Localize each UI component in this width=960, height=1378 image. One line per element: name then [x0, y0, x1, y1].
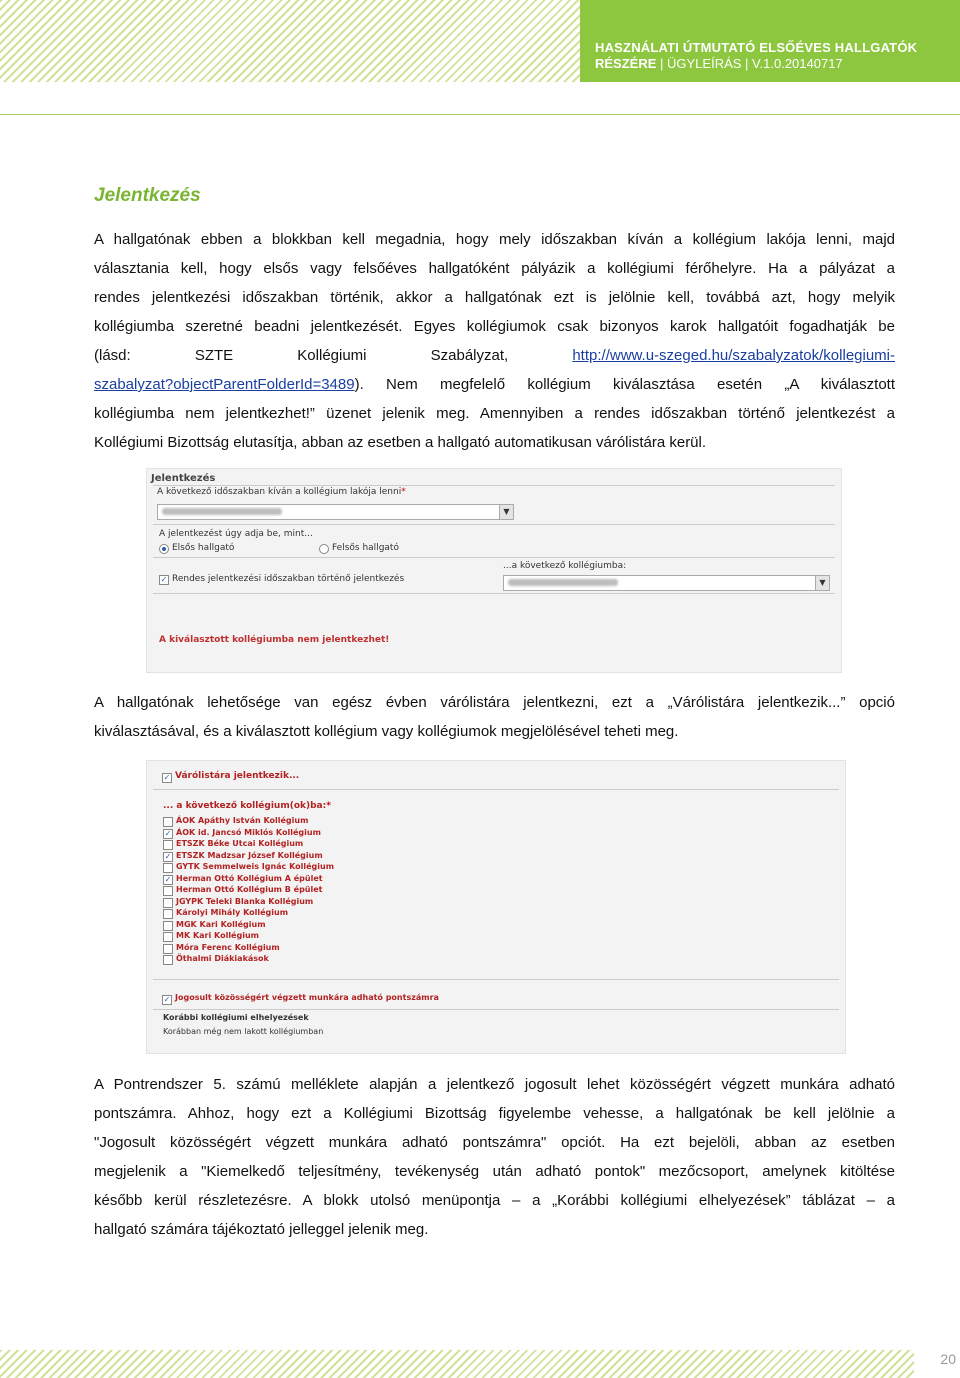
header-sep-2: | — [741, 56, 753, 71]
paragraph-points — [94, 1070, 895, 1244]
header-version: V.1.0.20140717 — [752, 56, 843, 71]
dorms-label — [163, 801, 331, 811]
divider — [153, 557, 835, 558]
divider — [153, 485, 835, 486]
dorm-checkbox[interactable] — [163, 886, 173, 896]
dorm-checkbox[interactable] — [163, 932, 173, 942]
dorm-checkbox[interactable] — [163, 944, 173, 954]
dorm-name: MGK Kari Kollégium — [176, 919, 266, 929]
text-line: kiválasztásával, és a kiválasztott kollégium vagy kollégiumok megjelölésével teheti meg. — [94, 723, 679, 740]
text-span: (lásd: SZTE Kollégiumi Szabályzat, — [94, 347, 509, 364]
radio-upper-year[interactable] — [319, 544, 329, 554]
text-line — [94, 370, 895, 399]
text-line: rendes jelentkezési időszakban történik, akkor a hallgatónak ezt is jelölnie kell, továbbá azt, hogy melyik — [94, 289, 895, 306]
divider — [153, 789, 839, 790]
dorm-name: Herman Ottó Kollégium B épület — [176, 885, 323, 894]
dorm-checkbox[interactable] — [163, 955, 173, 965]
page-number: 20 — [914, 1348, 960, 1378]
text-line: A hallgatónak ebben a blokkban kell megadnia, hogy mely időszakban kíván a kollégium lakója lenni, majd — [94, 231, 895, 248]
dorm-checkbox[interactable] — [163, 921, 173, 931]
previous-placements-title: Korábbi kollégiumi elhelyezések — [163, 1013, 309, 1022]
radio-upper-year-label: Felsős hallgató — [332, 543, 399, 553]
dorm-name: ÁOK Apáthy István Kollégium — [176, 816, 309, 825]
text-line: kollégiumba nem jelentkezhet!” üzenet jelenik meg. Amennyiben a rendes időszakban történő jelentkezést a — [94, 405, 895, 422]
registration-form-screenshot — [146, 468, 842, 673]
points-label: Jogosult közösségért végzett munkára adható pontszámra — [175, 993, 439, 1002]
regulation-link[interactable]: http://www.u-szeged.hu/szabalyzatok/kollegiumi- — [572, 347, 895, 364]
text-line: hallgató számára tájékoztató jelleggel jelenik meg. — [94, 1221, 429, 1238]
header-subtitle — [595, 56, 843, 71]
dorm-checkbox[interactable] — [163, 863, 173, 873]
header-sep-1: | — [656, 56, 668, 71]
required-mark: * — [326, 801, 331, 811]
divider — [153, 524, 835, 525]
dorm-name: GYTK Semmelweis Ignác Kollégium — [176, 862, 335, 871]
dorm-checkbox[interactable] — [163, 840, 173, 850]
radio-first-year-label: Elsős hallgató — [172, 543, 235, 553]
dorm-name: ÁOK id. Jancsó Miklós Kollégium — [176, 827, 321, 837]
label-text: A következő időszakban kíván a kollégium lakója lenni — [157, 487, 402, 497]
period-select[interactable] — [157, 504, 514, 520]
required-mark: * — [401, 487, 406, 497]
blurred-value — [162, 508, 282, 515]
dorm-name: Öthalmi Diákiakások — [176, 954, 269, 963]
divider — [153, 593, 835, 594]
text-line — [94, 341, 895, 370]
radio-first-year[interactable] — [159, 544, 169, 554]
label-text: ... a következő kollégium(ok)ba: — [163, 801, 327, 811]
waitlist-label: Várólistára jelentkezik... — [175, 771, 300, 781]
dorm-name: JGYPK Teleki Blanka Kollégium — [176, 896, 314, 906]
text-line: megjelenik a "Kiemelkedő teljesítmény, tevékenység után adható pontok" mezőcsoport, amelynek kitöltése — [94, 1163, 895, 1180]
chevron-down-icon[interactable]: ▼ — [499, 505, 513, 519]
text-line: A hallgatónak lehetősége van egész évben várólistára jelentkezni, ezt a „Várólistára jelentkezik...” opció — [94, 694, 895, 711]
blurred-value — [508, 579, 618, 586]
error-message: A kiválasztott kollégiumba nem jelentkezhet! — [159, 635, 390, 645]
period-label — [157, 487, 406, 497]
divider — [153, 979, 839, 980]
header-doc-type: ÜGYLEÍRÁS — [667, 56, 742, 71]
submit-as-label: A jelentkezést úgy adja be, mint... — [159, 529, 313, 539]
text-span: ). Nem megfelelő kollégium kiválasztása esetén „A kiválasztott — [354, 376, 895, 393]
dorm-checkbox[interactable] — [163, 817, 173, 827]
dorm-name: Herman Ottó Kollégium A épület — [176, 873, 323, 883]
dorm-name: Károlyi Mihály Kollégium — [176, 908, 289, 917]
text-line: később kerül részletezésre. A blokk utolsó menüpontja – a „Korábbi kollégiumi elhelyezések” táblázat – a — [94, 1192, 895, 1209]
form-heading: Jelentkezés — [151, 473, 216, 484]
header-divider — [0, 114, 960, 115]
chevron-down-icon[interactable]: ▼ — [815, 576, 829, 590]
header-title-cont: RÉSZÉRE — [595, 56, 657, 71]
dorm-select[interactable] — [503, 575, 830, 591]
divider — [153, 1009, 839, 1010]
text-line: Kollégiumi Bizottság elutasítja, abban az esetben a hallgató automatikusan várólistára kerül. — [94, 434, 707, 451]
regulation-link-cont[interactable]: szabalyzat?objectParentFolderId=3489 — [94, 376, 355, 393]
dorm-name: MK Kari Kollégium — [176, 931, 259, 940]
dorm-name: ETSZK Madzsar József Kollégium — [176, 850, 323, 860]
text-line: "Jogosult közösségért végzett munkára adható pontszámra" opciót. Ha ezt bejelöli, abban az esetben — [94, 1134, 895, 1151]
header-stripe-pattern — [0, 0, 580, 82]
text-line: választania kell, hogy elsős vagy felsőéves hallgatóként pályázik a kollégiumi férőhelyre. Ha a pályázat a — [94, 260, 895, 277]
waitlist-checkbox[interactable]: ✓ — [163, 773, 171, 782]
dorm-name: ETSZK Béke Utcai Kollégium — [176, 839, 304, 848]
regular-period-checkbox[interactable]: ✓ — [160, 575, 168, 584]
dorm-checkbox[interactable]: ✓ — [164, 828, 172, 838]
footer-stripe-pattern — [0, 1350, 914, 1378]
text-line: A Pontrendszer 5. számú melléklete alapján a jelentkező jogosult lehet közösségért végzett munkára adható — [94, 1076, 895, 1093]
paragraph-waitlist — [94, 688, 895, 746]
section-title: Jelentkezés — [94, 185, 201, 206]
dorm-checkbox[interactable]: ✓ — [164, 851, 172, 861]
dorm-name: Móra Ferenc Kollégium — [176, 942, 280, 952]
points-checkbox[interactable]: ✓ — [163, 995, 171, 1004]
regular-period-label: Rendes jelentkezési időszakban történő jelentkezés — [172, 574, 405, 584]
waitlist-form-screenshot — [146, 760, 846, 1054]
dorm-checkbox[interactable]: ✓ — [164, 874, 172, 884]
dorm-checkbox[interactable] — [163, 898, 173, 908]
header-title: HASZNÁLATI ÚTMUTATÓ ELSŐÉVES HALLGATÓK — [595, 40, 918, 55]
text-line: kollégiumba szeretné beadni jelentkezését. Egyes kollégiumok csak bizonyos karok hallgatóit fogadhatják be — [94, 318, 895, 335]
dorm-checkbox[interactable] — [163, 909, 173, 919]
paragraph-registration — [94, 225, 895, 457]
text-line: pontszámra. Ahhoz, hogy ezt a Kollégiumi Bizottság figyelembe vehesse, a hallgatónak be kell jelölnie a — [94, 1105, 895, 1122]
previous-placements-note: Korábban még nem lakott kollégiumban — [163, 1027, 324, 1036]
next-dorm-label: ...a következő kollégiumba: — [503, 561, 627, 571]
